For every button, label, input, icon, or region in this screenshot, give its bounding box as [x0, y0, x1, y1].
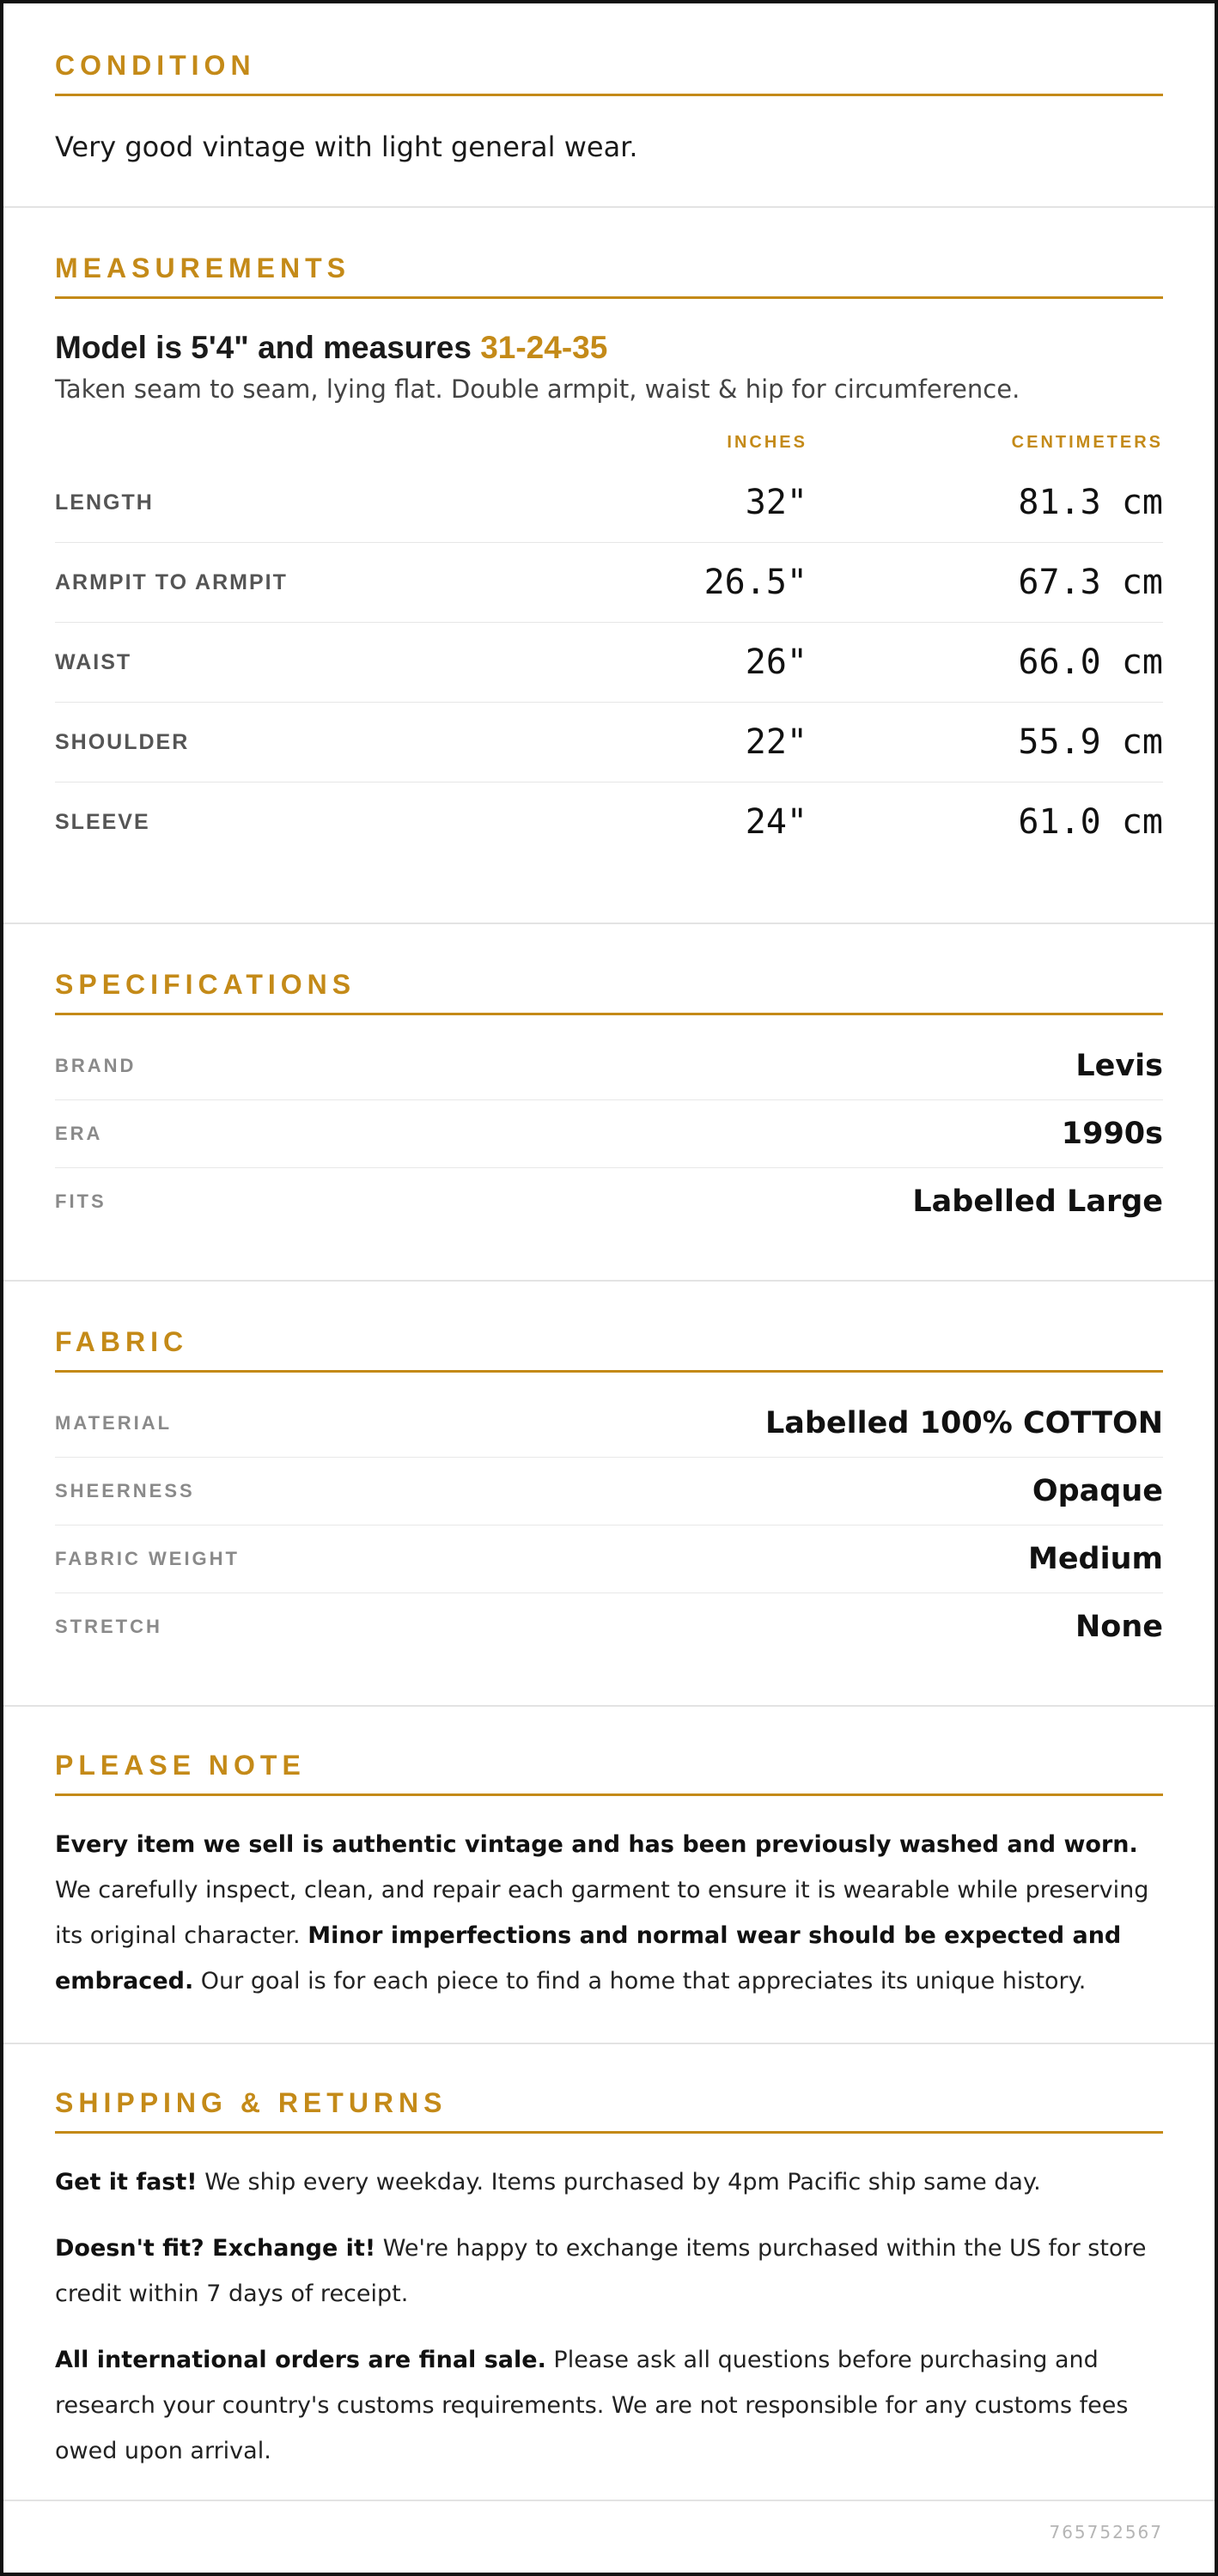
centimeters-header: CENTIMETERS	[1011, 433, 1163, 452]
measure-label: SHOULDER	[55, 729, 190, 754]
measure-label: LENGTH	[55, 490, 154, 515]
spec-key: ERA	[55, 1123, 103, 1144]
specifications-title: SPECIFICATIONS	[55, 969, 1163, 1015]
spec-value: Labelled Large	[912, 1184, 1163, 1219]
shipping-paragraph-1	[55, 2159, 1163, 2205]
spec-key: BRAND	[55, 1055, 137, 1076]
fabric-section	[3, 1282, 1215, 1707]
fabric-list	[55, 1390, 1163, 1660]
measurements-table	[55, 463, 1163, 862]
footer	[3, 2501, 1215, 2576]
measure-label: ARMPIT TO ARMPIT	[55, 569, 288, 594]
table-row	[55, 463, 1163, 543]
measure-label: SLEEVE	[55, 809, 150, 834]
condition-text: Very good vintage with light general wear.	[55, 131, 638, 163]
please-note-title: PLEASE NOTE	[55, 1750, 1163, 1796]
shipping-text-2: We're happy to exchange items purchased within the US for store credit within 7 days of receipt.	[55, 2235, 1147, 2307]
shipping-bold-2: Doesn't fit? Exchange it!	[55, 2235, 376, 2262]
measure-cm: 66.0 cm	[1018, 642, 1163, 682]
measure-label: WAIST	[55, 649, 132, 674]
list-item	[55, 1458, 1163, 1526]
table-row	[55, 543, 1163, 623]
fabric-key: SHEERNESS	[55, 1480, 195, 1501]
table-row	[55, 703, 1163, 783]
table-row	[55, 783, 1163, 862]
table-row	[55, 623, 1163, 703]
list-item	[55, 1390, 1163, 1458]
item-id: 765752567	[1049, 2522, 1163, 2543]
specifications-list	[55, 1032, 1163, 1235]
measure-inches: 22"	[745, 722, 807, 762]
shipping-paragraph-2	[55, 2226, 1163, 2317]
measurements-header	[55, 433, 1163, 453]
fabric-value: None	[1075, 1610, 1163, 1644]
model-line	[55, 330, 1163, 366]
shipping-bold-3: All international orders are final sale.	[55, 2347, 546, 2373]
model-prefix: Model is 5'4" and measures	[55, 330, 481, 365]
shipping-bold-1: Get it fast!	[55, 2169, 198, 2195]
fabric-key: FABRIC WEIGHT	[55, 1548, 240, 1569]
note-text-2: Our goal is for each piece to find a home that appreciates its unique history.	[193, 1968, 1087, 1994]
list-item	[55, 1526, 1163, 1593]
spec-value: Levis	[1075, 1049, 1163, 1083]
shipping-section	[3, 2044, 1215, 2501]
shipping-paragraph-3	[55, 2337, 1163, 2474]
fabric-key: STRETCH	[55, 1616, 162, 1637]
note-bold-1: Every item we sell is authentic vintage and has been previously washed and worn.	[55, 1831, 1138, 1858]
list-item	[55, 1593, 1163, 1660]
measure-cm: 67.3 cm	[1018, 563, 1163, 602]
measure-cm: 81.3 cm	[1018, 483, 1163, 522]
fabric-key: MATERIAL	[55, 1412, 173, 1434]
fabric-title: FABRIC	[55, 1326, 1163, 1373]
fabric-value: Labelled 100% COTTON	[764, 1406, 1163, 1440]
list-item	[55, 1168, 1163, 1235]
list-item	[55, 1100, 1163, 1168]
note-text-1: We carefully inspect, clean, and repair each garment to ensure it is wearable while preserving its original character.	[55, 1877, 1149, 1949]
measure-inches: 26.5"	[703, 563, 807, 602]
measurements-subtitle: Taken seam to seam, lying flat. Double armpit, waist & hip for circumference.	[55, 375, 1020, 404]
measure-inches: 32"	[745, 483, 807, 522]
shipping-text-1: We ship every weekday. Items purchased by 4pm Pacific ship same day.	[197, 2169, 1041, 2195]
measurements-title: MEASUREMENTS	[55, 253, 1163, 299]
measure-inches: 26"	[745, 642, 807, 682]
shipping-title: SHIPPING & RETURNS	[55, 2087, 1163, 2134]
shipping-text-3: Please ask all questions before purchasing and research your country's customs requirements. We are not responsible for any customs fees owed upon arrival.	[55, 2347, 1129, 2464]
measurements-section	[3, 208, 1215, 924]
condition-section	[3, 3, 1215, 208]
please-note-text	[55, 1822, 1163, 2004]
specifications-section	[3, 924, 1215, 1282]
fabric-value: Medium	[1027, 1542, 1163, 1576]
spec-key: FITS	[55, 1191, 107, 1212]
list-item	[55, 1032, 1163, 1100]
inches-header: INCHES	[727, 433, 807, 452]
model-measures: 31-24-35	[480, 330, 608, 365]
condition-title: CONDITION	[55, 50, 1163, 96]
measure-cm: 61.0 cm	[1018, 802, 1163, 842]
note-bold-2: Minor imperfections and normal wear should be expected and embraced.	[55, 1922, 1122, 1994]
measure-inches: 24"	[745, 802, 807, 842]
measure-cm: 55.9 cm	[1018, 722, 1163, 762]
spec-value: 1990s	[1061, 1117, 1163, 1151]
please-note-section	[3, 1707, 1215, 2044]
fabric-value: Opaque	[1032, 1474, 1163, 1508]
